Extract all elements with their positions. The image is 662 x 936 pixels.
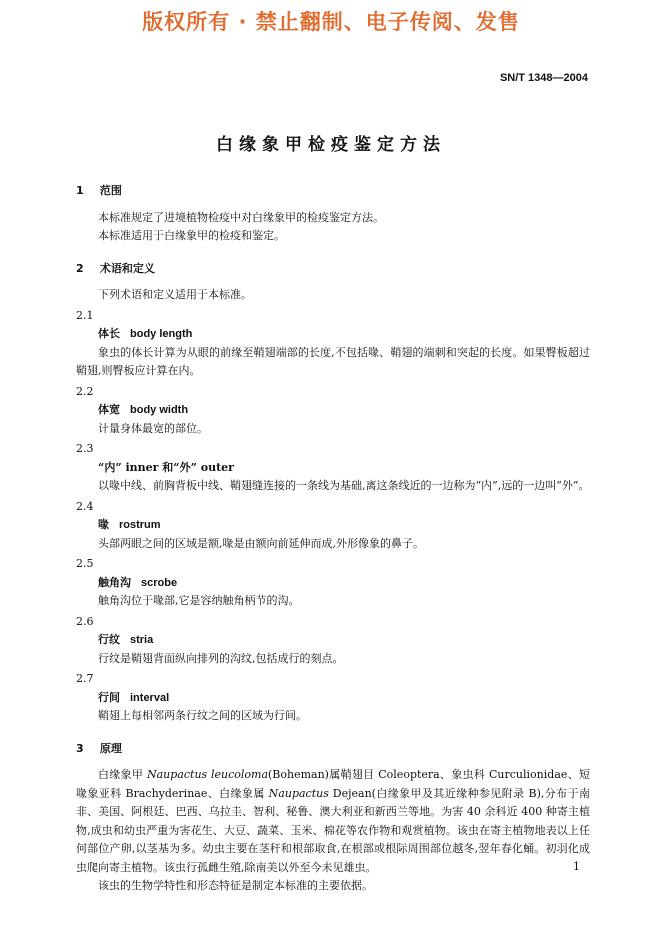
section-heading-terms: [76, 260, 590, 279]
term-zh: 喙: [98, 518, 109, 531]
clause-number: 2.2: [76, 384, 94, 398]
term-definition: 鞘翅上每相邻两条行纹之间的区域为行间。: [98, 709, 307, 722]
scientific-name: Naupactus leucoloma: [147, 768, 268, 781]
term-en: body width: [130, 404, 189, 416]
section-number: 2: [76, 261, 84, 275]
term-title: [76, 689, 590, 708]
paragraph: 本标准规定了进境植物检疫中对白缘象甲的检疫鉴定方法。: [98, 210, 384, 224]
term-title: [76, 516, 590, 535]
term-zh: 行间: [98, 690, 120, 704]
term-zh: 体长: [98, 327, 120, 340]
term-title: [76, 459, 590, 478]
term-definition: 头部两眼之间的区域是额,喙是由额向前延伸而成,外形像象的鼻子。: [98, 536, 424, 550]
paragraph: 该虫的生物学特性和形态特征是制定本标准的主要依据。: [98, 879, 373, 892]
clause-number: 2.3: [76, 442, 94, 455]
clause-number: 2.4: [76, 499, 94, 513]
term-entry: [76, 440, 590, 496]
term-title: [76, 574, 590, 593]
term-definition: 触角沟位于喙部,它是容纳触角柄节的沟。: [98, 594, 300, 607]
term-zh: “内” inner 和“外” outer: [98, 460, 234, 474]
term-entry: [76, 307, 590, 381]
term-entry: [76, 670, 590, 726]
watermark-banner: 版权所有 · 禁止翻制、电子传阅、发售: [142, 10, 520, 34]
term-entry: [76, 555, 590, 611]
term-entry: [76, 383, 590, 439]
clause-number: 2.1: [76, 308, 94, 322]
document-body: [76, 182, 590, 896]
term-zh: 行纹: [98, 633, 120, 646]
section-number: 3: [76, 741, 84, 755]
clause-number: 2.5: [76, 557, 94, 570]
paragraph: 下列术语和定义适用于本标准。: [98, 288, 252, 301]
section-heading-principle: [76, 740, 590, 759]
term-en: stria: [130, 634, 154, 646]
scientific-name: Naupactus: [268, 786, 329, 800]
clause-number: 2.7: [76, 672, 94, 685]
term-en: interval: [130, 691, 170, 704]
term-title: [76, 401, 590, 420]
text-run: Dejean(白缘象甲及其近缘种参见附录 B),分布于南非、美国、阿根廷、巴西、乌拉圭、智利、秘鲁、澳大利亚和新西兰等地。为害 40 余科近 400 种寄主植物,成虫和幼虫严重为害花生、大豆、蔬菜、玉米、棉花等农作物和观赏植物。该虫在寄主植物地表以上任何部位产卵,以茎基为多。幼虫主要在茎秆和根部取食,在根部或根际周围部位越冬,翌年春化蛹。初羽化成虫爬向寄主植物。该虫行孤雌生殖,除南美以外至今未见雄虫。: [76, 786, 590, 874]
section-title: 原理: [99, 741, 122, 755]
term-definition: 行纹是鞘翅背面纵向排列的沟纹,包括成行的刻点。: [98, 651, 344, 665]
term-definition: 计量身体最宽的部位。: [98, 421, 208, 435]
term-definition: 象虫的体长计算为从眼的前缘至鞘翅端部的长度,不包括喙、鞘翅的端刺和突起的长度。如果臀板超过鞘翅,则臀板应计算在内。: [76, 345, 590, 377]
term-en: body length: [130, 328, 193, 340]
section-title: 术语和定义: [99, 261, 155, 275]
term-en: rostrum: [119, 519, 161, 531]
term-definition: 以喙中线、前胸背板中线、鞘翅缝连接的一条线为基础,离这条线近的一边称为“内”,远的一边叫“外”。: [98, 479, 590, 492]
term-en: scrobe: [141, 576, 178, 589]
term-title: [76, 325, 590, 344]
term-title: [76, 631, 590, 650]
term-entry: [76, 613, 590, 669]
standard-number: SN/T 1348—2004: [499, 72, 588, 84]
paragraph: 本标准适用于白缘象甲的检疫和鉴定。: [98, 229, 285, 242]
section-number: 1: [76, 184, 84, 197]
term-entry: [76, 498, 590, 554]
page-number: 1: [573, 860, 580, 873]
text-run: (Boheman)属鞘翅目 Coleoptera、象虫科 Curculionidae、短喙象亚科 Brachyderinae、白缘象属: [76, 768, 590, 800]
section-title: 范围: [99, 184, 122, 197]
paragraph: [76, 766, 590, 877]
term-zh: 体宽: [98, 403, 120, 416]
section-heading-scope: [76, 182, 590, 201]
text-run: 白缘象甲: [98, 768, 147, 781]
clause-number: 2.6: [76, 614, 94, 628]
document-title: 白缘象甲检疫鉴定方法: [216, 135, 446, 155]
term-zh: 触角沟: [98, 575, 131, 589]
